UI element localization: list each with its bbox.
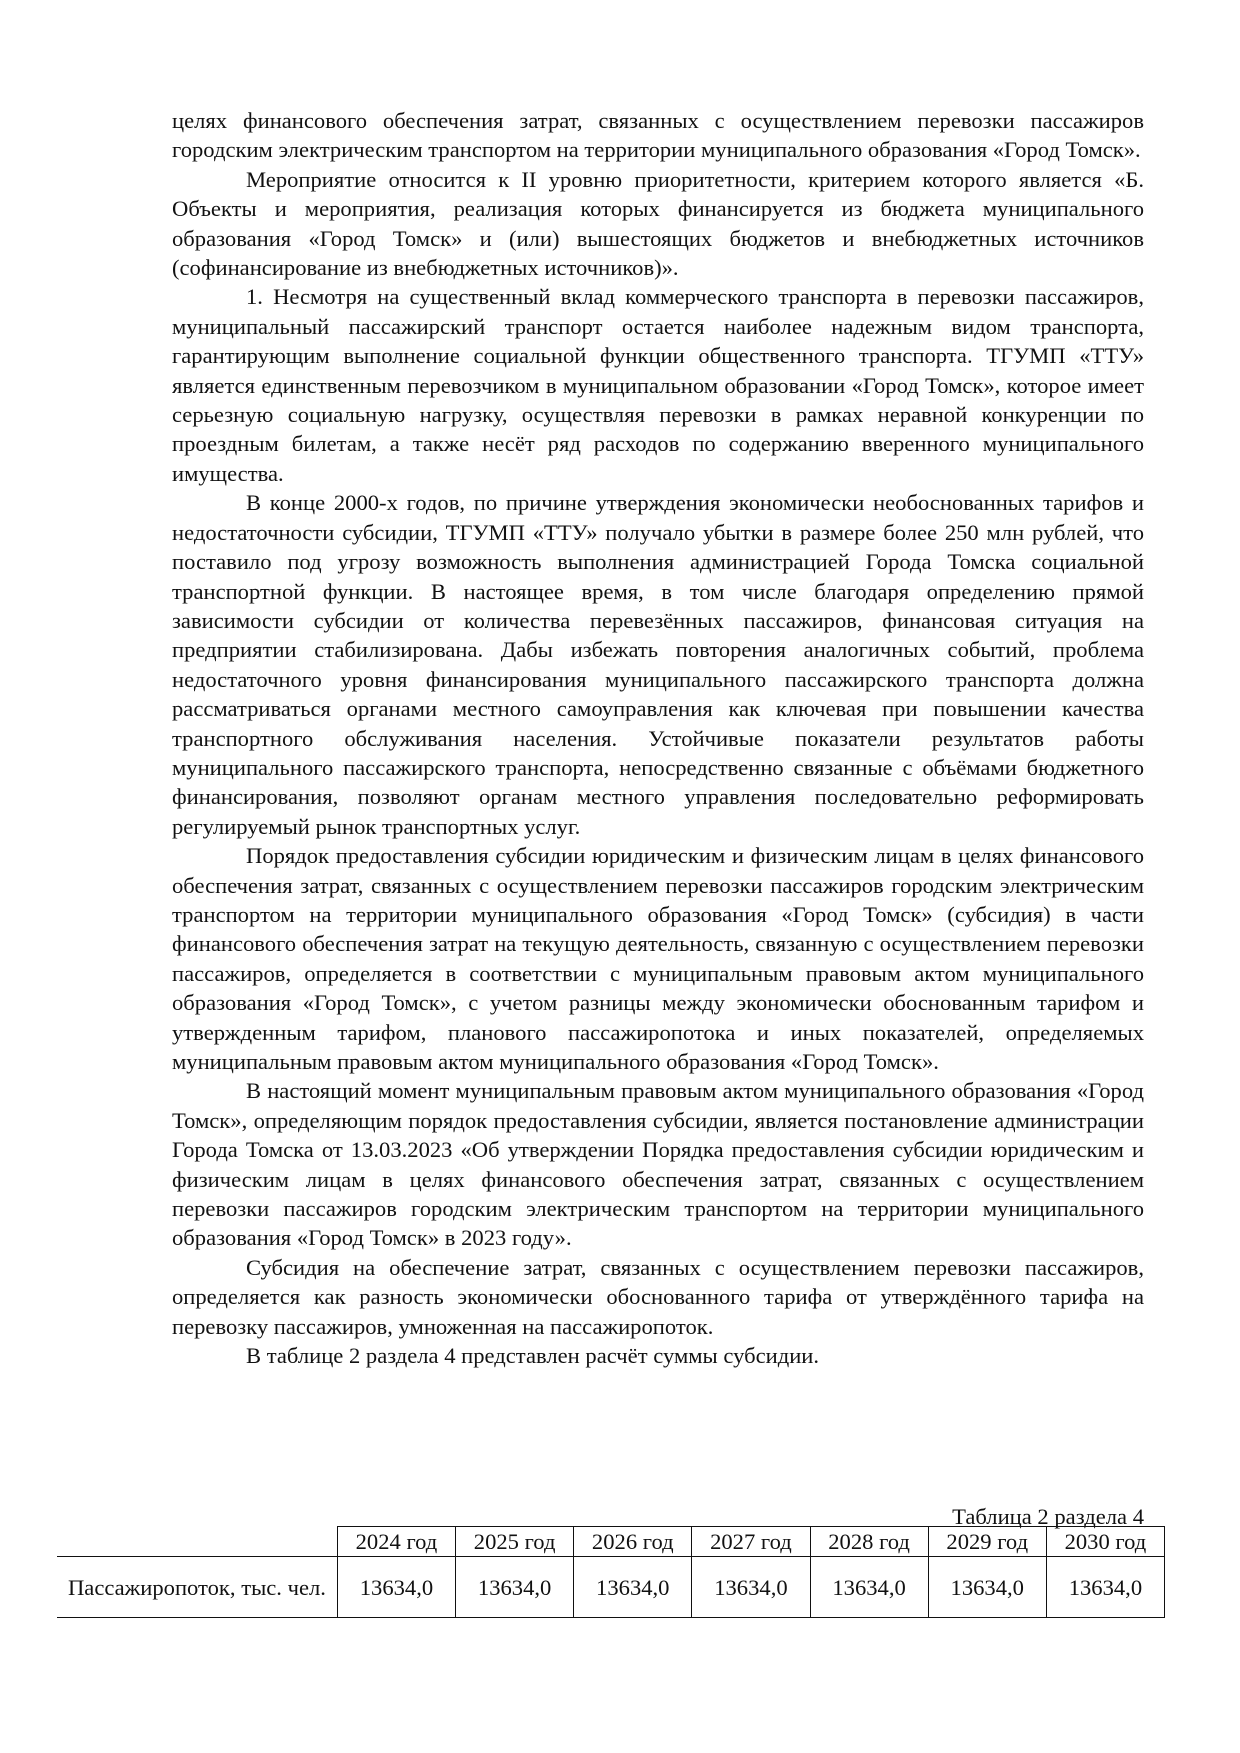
paragraph: Мероприятие относится к II уровню приоритетности, критерием которого является «Б. Объекты и мероприятия, реализация которых финансируется из бюджета муниципального образования «Город Томск» и (или) вышестоящих бюджетов и внебюджетных источников (софинансирование из внебюджетных источников)».	[172, 166, 1144, 281]
table-cell: 13634,0	[337, 1557, 455, 1618]
table-cell: 13634,0	[692, 1557, 810, 1618]
paragraph: В конце 2000-х годов, по причине утверждения экономически необоснованных тарифов и недостаточности субсидии, ТГУМП «ТТУ» получало убытки в размере более 250 млн рублей, что поставило под угрозу возможность выполнения администрацией Города Томска социальной транспортной функции. В настоящее время, в том числе благодаря определению прямой зависимости субсидии от количества перевезённых пассажиров, финансовая ситуация на предприятии стабилизирована. Дабы избежать повторения аналогичных событий, проблема недостаточного уровня финансирования муниципального пассажирского транспорта должна рассматриваться органами местного самоуправления как ключевая при повышении качества транспортного обслуживания населения. Устойчивые показатели результатов работы муниципального пассажирского транспорта, непосредственно связанные с объёмами бюджетного финансирования, позволяют органам местного управления последовательно реформировать регулируемый рынок транспортных услуг.	[172, 490, 1144, 839]
year-header: 2027 год	[692, 1527, 810, 1557]
subsidy-table	[57, 1526, 1165, 1618]
row-label: Пассажиропоток, тыс. чел.	[57, 1557, 337, 1618]
year-header: 2029 год	[928, 1527, 1046, 1557]
year-header: 2028 год	[810, 1527, 928, 1557]
table-cell: 13634,0	[1046, 1557, 1164, 1618]
table-cell: 13634,0	[928, 1557, 1046, 1618]
paragraph: целях финансового обеспечения затрат, связанных с осуществлением перевозки пассажиров городским электрическим транспортом на территории муниципального образования «Город Томск».	[172, 108, 1144, 163]
paragraph: 1. Несмотря на существенный вклад коммерческого транспорта в перевозки пассажиров, муниципальный пассажирский транспорт остается наиболее надежным видом транспорта, гарантирующим выполнение социальной функции общественного транспорта. ТГУМП «ТТУ» является единственным перевозчиком в муниципальном образовании «Город Томск», которое имеет серьезную социальную нагрузку, осуществляя перевозки в рамках неравной конкуренции по проездным билетам, а также несёт ряд расходов по содержанию вверенного муниципального имущества.	[172, 284, 1144, 486]
year-header: 2024 год	[337, 1527, 455, 1557]
year-header: 2025 год	[456, 1527, 574, 1557]
paragraph: Порядок предоставления субсидии юридическим и физическим лицам в целях финансового обеспечения затрат, связанных с осуществлением перевозки пассажиров городским электрическим транспортом на территории муниципального образования «Город Томск» (субсидия) в части финансового обеспечения затрат на текущую деятельность, связанную с осуществлением перевозки пассажиров, определяется в соответствии с муниципальным правовым актом муниципального образования «Город Томск», с учетом разницы между экономически обоснованным тарифом и утвержденным тарифом, планового пассажиропотока и иных показателей, определяемых муниципальным правовым актом муниципального образования «Город Томск».	[172, 843, 1144, 1074]
table-row	[57, 1557, 1165, 1618]
year-header: 2030 год	[1046, 1527, 1164, 1557]
table-caption: Таблица 2 раздела 4	[952, 1504, 1144, 1529]
table-corner-cell	[57, 1527, 337, 1557]
year-header: 2026 год	[574, 1527, 692, 1557]
table-cell: 13634,0	[810, 1557, 928, 1618]
paragraph: Субсидия на обеспечение затрат, связанных с осуществлением перевозки пассажиров, определяется как разность экономически обоснованного тарифа от утверждённого тарифа на перевозку пассажиров, умноженная на пассажиропоток.	[172, 1254, 1144, 1339]
table-header-row	[57, 1527, 1165, 1557]
table-cell: 13634,0	[456, 1557, 574, 1618]
body-text	[172, 106, 1144, 1370]
paragraph: В настоящий момент муниципальным правовым актом муниципального образования «Город Томск», определяющим порядок предоставления субсидии, является постановление администрации Города Томска от 13.03.2023 «Об утверждении Порядка предоставления субсидии юридическим и физическим лицам в целях финансового обеспечения затрат, связанных с осуществлением перевозки пассажиров городским электрическим транспортом на территории муниципального образования «Город Томск» в 2023 году».	[172, 1078, 1144, 1251]
paragraph: В таблице 2 раздела 4 представлен расчёт суммы субсидии.	[246, 1343, 820, 1369]
table-cell: 13634,0	[574, 1557, 692, 1618]
